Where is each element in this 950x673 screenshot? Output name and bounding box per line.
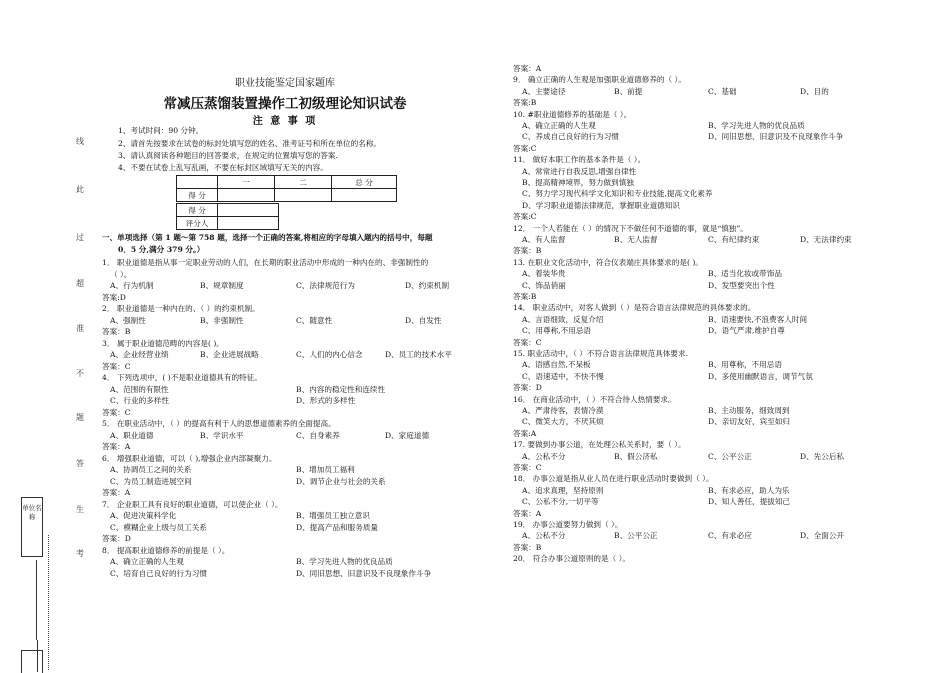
score-header-total: 总 分 bbox=[332, 176, 397, 189]
option-text: A、促进决策科学化 bbox=[110, 511, 177, 520]
option-text: D、同旧思想、旧意识及不良现象作斗争 bbox=[708, 132, 844, 142]
question-text: 8． 提高职业道德修养的前提是（ ）。 bbox=[102, 545, 230, 555]
option-text: B、前提 bbox=[614, 86, 643, 96]
option-text: C、饰品俏丽 bbox=[522, 280, 566, 290]
option-text: B、假公济私 bbox=[614, 451, 658, 461]
option-text: C、公私不分,一切平等 bbox=[522, 497, 599, 507]
exam-title: 常减压蒸馏装置操作工初级理论知识试卷 bbox=[163, 96, 407, 112]
question-text: 12． 一个人若能在（ ）的情况下不做任何不道德的事，就是“慎独”。 bbox=[513, 223, 748, 233]
question-text: 3． 属于职业道德范畴的内容是( )。 bbox=[102, 338, 224, 348]
question-text: 6． 增强职业道德，可以（ ),增强企业内部凝聚力。 bbox=[102, 453, 277, 463]
score-cell[interactable] bbox=[332, 189, 397, 202]
option-text: C、基础 bbox=[708, 86, 737, 96]
question-text: 5． 在职业活动中，（ ）的提高有利于人的思想道德素养的全面提高。 bbox=[102, 419, 336, 428]
option-text: B、企业进展战略 bbox=[200, 350, 259, 359]
option-text: B、增强员工独立意识 bbox=[296, 511, 370, 520]
option-text: C、法律规范行为 bbox=[296, 281, 355, 290]
question-text: 17. 要做到办事公道，在处理公私关系时，要（ ）。 bbox=[513, 440, 686, 450]
option-text: D、目的 bbox=[800, 86, 829, 96]
option-text: B、有求必应，助人为乐 bbox=[708, 485, 790, 495]
option-text: D、员工的技术水平 bbox=[385, 350, 452, 359]
option-text: C、微笑大方，不厌其烦 bbox=[522, 417, 604, 427]
option-text: B、主动服务，细致周到 bbox=[708, 406, 790, 415]
option-text: B、学习先进人物的优良品质 bbox=[708, 121, 805, 130]
answer-line: 答案：A bbox=[513, 64, 542, 73]
score-header-blank bbox=[177, 176, 218, 189]
notice-1: 1、考试时间：90 分钟。 bbox=[118, 126, 204, 135]
question-text: （ ）。 bbox=[110, 269, 132, 279]
binding-char: 生 bbox=[76, 505, 84, 514]
question-text: 9． 确立正确的人生观是加强职业道德修养的（ ）。 bbox=[513, 75, 686, 85]
option-text: D、亲切友好，宾至如归 bbox=[708, 417, 791, 427]
option-text: D、自发性 bbox=[405, 315, 442, 325]
option-text: B、非强制性 bbox=[200, 315, 244, 325]
question-text: 16． 在商业活动中，（ ）不符合待人热情要求。 bbox=[513, 394, 676, 404]
option-text: D、约束机制 bbox=[405, 281, 450, 290]
option-text: D、发型要突出个性 bbox=[708, 280, 775, 290]
question-text: 2． 职业道德是一种内在的、（ ）的约束机制。 bbox=[102, 304, 260, 313]
question-text: 18． 办事公道是指从业人员在进行职业活动时要做到（ ）。 bbox=[513, 474, 714, 484]
option-text: D、语气严肃,维护自尊 bbox=[708, 326, 785, 336]
answer-line: 答案：C bbox=[102, 361, 131, 371]
binding-char: 答 bbox=[76, 459, 84, 468]
notice-heading: 注 意 事 项 bbox=[252, 116, 318, 127]
option-text: C、有纪律约束 bbox=[708, 235, 760, 244]
option-text: A、有人监督 bbox=[522, 235, 566, 244]
option-text: B、用尊称，不用忌语 bbox=[708, 360, 782, 370]
question-text: 1． 职业道德是指从事一定职业劳动的人们，在长期的职业活动中形成的一种内在的、非强制性的 bbox=[102, 258, 429, 267]
id-box[interactable] bbox=[21, 650, 43, 673]
option-text: C、为员工制造进展空间 bbox=[110, 476, 192, 486]
option-text: D、提高产品和服务质量 bbox=[296, 522, 379, 532]
option-text: C、养成自己良好的行为习惯 bbox=[522, 132, 619, 142]
option-text: A、语感自然,不呆板 bbox=[522, 360, 591, 370]
unit-name-label: 单位名称 bbox=[22, 504, 42, 521]
binding-char: 此 bbox=[76, 185, 84, 194]
option-text: C、用尊称,不用忌语 bbox=[522, 326, 591, 336]
answer-line: 答案：B bbox=[513, 246, 542, 256]
option-text: A、范围的有限性 bbox=[110, 384, 169, 394]
answer-line: 答案:C bbox=[513, 143, 537, 153]
option-text: D、形式的多样性 bbox=[296, 396, 356, 405]
option-text: D、多使用幽默语言，调节气氛 bbox=[708, 371, 813, 381]
answer-line: 答案：A bbox=[102, 442, 131, 451]
question-text: 14． 职业活动中，对客人做到（ ）是符合语言法律规范的具体要求的。 bbox=[513, 303, 756, 313]
option-text: A、主要途径 bbox=[522, 86, 566, 96]
option-text: A、追求真理，坚持原则 bbox=[522, 485, 604, 495]
answer-line: 答案：B bbox=[513, 542, 542, 552]
option-text: A、确立正确的人生观 bbox=[522, 121, 596, 130]
score-header-2: 二 bbox=[275, 176, 332, 189]
option-text: C、公平公正 bbox=[708, 451, 752, 461]
grader-row-label: 评分人 bbox=[177, 217, 218, 230]
binding-char: 不 bbox=[76, 369, 84, 378]
option-text: D、调节企业与社会的关系 bbox=[296, 476, 386, 486]
answer-line: 答案：D bbox=[513, 383, 542, 393]
option-text: D、先公后私 bbox=[800, 451, 845, 461]
option-text: B、无人监督 bbox=[614, 235, 658, 244]
option-text: A、强制性 bbox=[110, 315, 146, 325]
option-text: B、规章制度 bbox=[200, 281, 244, 290]
score-cell[interactable] bbox=[275, 189, 332, 202]
answer-line: 答案:B bbox=[513, 292, 537, 301]
answer-line: 答案:A bbox=[513, 428, 537, 438]
question-text: 4． 下列选项中，( )不是职业道德具有的特征。 bbox=[102, 373, 262, 382]
option-text: B、学习先进人物的优良品质 bbox=[296, 557, 393, 566]
section-intro-1: 一、单项选择（第 1 题～第 758 题，选择一个正确的答案,将相应的字母填入题内的括号中，每题 bbox=[102, 233, 433, 242]
option-text: A、言语细致，反复介绍 bbox=[522, 314, 604, 324]
option-text: B、公平公正 bbox=[614, 531, 658, 541]
answer-line: 答案：A bbox=[102, 488, 131, 497]
option-text: B、内容的稳定性和连续性 bbox=[296, 384, 386, 394]
score-cell[interactable] bbox=[218, 189, 275, 202]
binding-char: 过 bbox=[76, 233, 84, 242]
option-text: A、行为机制 bbox=[110, 281, 154, 290]
option-text: C、随意性 bbox=[296, 315, 333, 325]
question-text: 20． 符合办事公道原则的是（ ）。 bbox=[513, 554, 631, 564]
option-text: C、自身素养 bbox=[296, 430, 340, 440]
option-text: A、企业经营业绩 bbox=[110, 350, 169, 359]
notice-4: 4、不要在试卷上乱写乱画，不要在标封区域填写无关的内容。 bbox=[118, 163, 328, 172]
grader-cell[interactable] bbox=[218, 217, 279, 230]
unit-name-box[interactable] bbox=[21, 497, 43, 557]
grader-table bbox=[176, 203, 279, 230]
option-text: D、全面公开 bbox=[800, 531, 845, 541]
binding-char: 超 bbox=[76, 279, 84, 288]
question-text: 7． 企业职工具有良好的职业道德，可以使企业（ ）。 bbox=[102, 499, 283, 509]
option-text: C、培育自己良好的行为习惯 bbox=[110, 568, 207, 578]
option-text: A、着装华贵 bbox=[522, 269, 566, 279]
binding-char: 线 bbox=[76, 137, 84, 146]
answer-line: 答案:C bbox=[513, 212, 537, 222]
option-text: D、无法律约束 bbox=[800, 235, 852, 244]
option-text: B、学识水平 bbox=[200, 430, 244, 440]
option-text: C、人们的内心信念 bbox=[296, 350, 363, 359]
option-text: A、协调员工之间的关系 bbox=[110, 465, 192, 474]
answer-line: 答案：A bbox=[513, 508, 542, 518]
answer-line: 答案：B bbox=[102, 327, 131, 336]
option-text: C、语速适中，不快不慢 bbox=[522, 371, 604, 381]
notice-3: 3、请认真阅读各种题目的回答要求，在规定的位置填写您的答案. bbox=[118, 151, 338, 160]
answer-line: 答案：C bbox=[513, 463, 542, 472]
option-text: A、公私不分 bbox=[522, 451, 566, 461]
option-text: C、模糊企业上级与员工关系 bbox=[110, 522, 207, 532]
binding-char: 题 bbox=[76, 413, 84, 422]
binding-char: 考 bbox=[76, 549, 84, 558]
grader-row-label: 得 分 bbox=[177, 204, 218, 217]
question-text: 13. 在职业文化活动中，符合仪表端庄具体要求的是( )。 bbox=[513, 257, 703, 267]
score-table bbox=[176, 175, 397, 202]
cut-line bbox=[48, 535, 50, 670]
score-row-label: 得 分 bbox=[177, 189, 218, 202]
question-text: 10. #职业道德修养的基础是（ ）。 bbox=[513, 109, 632, 119]
option-text: B、语速要快,不浪费客人时间 bbox=[708, 314, 808, 324]
question-text: 19． 办事公道要努力做到（ ）。 bbox=[513, 520, 623, 529]
option-text: C、努力学习现代科学文化知识和专业技能,提高文化素养 bbox=[522, 189, 713, 199]
option-text: A、确立正确的人生观 bbox=[110, 557, 184, 566]
notice-2: 2、请首先按要求在试卷的标封处填写您的姓名、准考证号和所在单位的名称。 bbox=[118, 139, 382, 148]
question-text: 11． 做好本职工作的基本条件是（ ）。 bbox=[513, 155, 646, 165]
option-text: D、知人善任，提拔知己 bbox=[708, 497, 791, 507]
option-text: A、职业道德 bbox=[110, 430, 154, 440]
answer-line: 答案：C bbox=[102, 407, 131, 417]
section-intro-2: 0．5 分,满分 379 分。） bbox=[118, 245, 205, 254]
option-text: A、常常进行自我反思,增强自律性 bbox=[522, 166, 637, 176]
answer-line: 答案:D bbox=[102, 292, 126, 302]
score-header-1: 一 bbox=[218, 176, 275, 189]
question-bank-title: 职业技能鉴定国家题库 bbox=[235, 78, 335, 89]
option-text: B、适当化妆或带饰品 bbox=[708, 269, 782, 279]
binding-char: 准 bbox=[76, 324, 84, 333]
question-text: 15. 职业活动中，（ ）不符合语言法律规范具体要求. bbox=[513, 349, 688, 358]
option-text: C、行业的多样性 bbox=[110, 396, 169, 405]
option-text: A、严肃待客，表情冷漠 bbox=[522, 406, 604, 415]
option-text: D、家庭道德 bbox=[385, 430, 430, 440]
answer-line: 答案：D bbox=[102, 534, 131, 543]
binding-line bbox=[36, 560, 37, 640]
grader-cell[interactable] bbox=[218, 204, 279, 217]
option-text: B、增加员工福利 bbox=[296, 465, 355, 474]
answer-line: 答案：C bbox=[513, 337, 542, 347]
option-text: D、同旧思想、旧意识及不良现象作斗争 bbox=[296, 568, 432, 578]
option-text: D、学习职业道德法律规范，掌握职业道德知识 bbox=[522, 200, 680, 210]
answer-line: 答案:B bbox=[513, 98, 537, 108]
option-text: A、公私不分 bbox=[522, 531, 566, 541]
option-text: C、有求必应 bbox=[708, 531, 752, 541]
option-text: B、提高精神境界，努力做到慎独 bbox=[522, 178, 634, 187]
